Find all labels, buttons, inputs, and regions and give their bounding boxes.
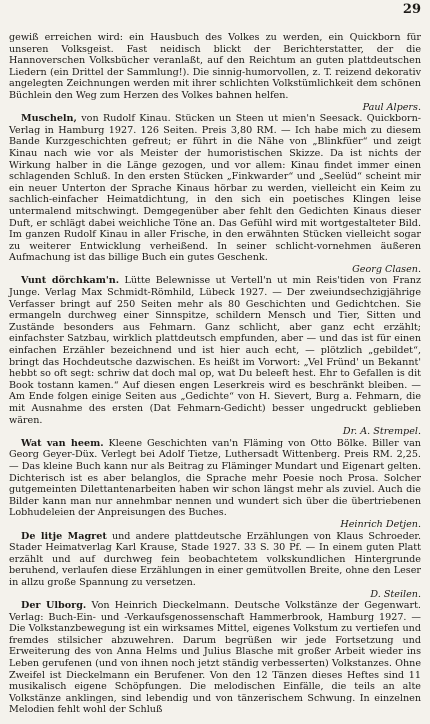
review-entry [9, 531, 421, 601]
review-entry [9, 275, 421, 437]
review-title: Vunt dörchkam'n. [21, 275, 120, 287]
reviewer-signature: Heinrich Detjen. [340, 518, 421, 530]
page-number: 29 [402, 2, 421, 17]
review-title: Muscheln, [21, 113, 77, 125]
reviewer-signature: Paul Alpers. [362, 101, 421, 113]
review-title: Wat van heem. [21, 437, 104, 449]
reviewer-signature: Dr. A. Strempel. [342, 426, 421, 438]
review-body: Kleene Geschichten van'n Fläming von Otto Bölke. Biller van Georg Geyer-Düx. Verlegt bei Adolf Tietze, Luthersadt Wittenberg. Preis RM. 2,25. — Das kleine Buch kann nur als Beitrag zu Fläminger Mundart und Eigenart gelten. Dichterisch ist es aber belanglos, die Sprache mehr Poesie noch Prosa. Solcher gutgemeinten Dilettantenarbeiten haben wir schon längst mehr als zuviel. Auch die Bilder kann man nur annehmbar nennen und wundert sich über die übertriebenen Lobhudeleien der Anpreisungen des Buches. [9, 437, 421, 519]
review-body: Von Heinrich Dieckelmann. Deutsche Volkstänze der Gegenwart. Verlag: Buch-Ein- und -Verkaufsgenossenschaft Hammerbrook, Hamburg 1927. — Die Volkstanzbewegung ist ein wirksames Mittel, eigenes Volkstum zu vertiefen und fremdes stilsicher abzuwehren. Darum begrüßen wir jede Fortsetzung und Erweiterung des von Anna Helms und Julius Blasche mit großer Arbeit wieder ins Leben gerufenen (und von ihnen noch jetzt ständig verbesserten) Volkstanzes. Ohne Zweifel ist Dieckelmann ein Berufener. Von den 12 Tänzen dieses Heftes sind 11 musikalisch eigene Schöpfungen. Die melodischen Einfälle, die teils an alte Volkstänze anklingen, sind lebendig und von tänzerischem Schwung. In einzelnen Melodien fehlt wohl der Schluß [9, 600, 421, 716]
review-body: gewiß erreichen wird: ein Hausbuch des Volkes zu werden, ein Quickborn für unseren Volksgeist. Fast neidisch blickt der Berichterstatter, der die Hannoverschen Volksbücher veranlaßt, auf den Reichtum an guten plattdeutschen Liedern (ein Drittel der Sammlung!). Die sinnig-humorvollen, z. T. reizend dekorativ angelegten Zeichnungen werden mit ihrer schlichten Volkstümlichkeit dem schönen Büchlein den Weg zum Herzen des Volkes bahnen helfen. [9, 32, 421, 101]
review-entry [9, 600, 421, 716]
review-body: und andere plattdeutsche Erzählungen von Klaus Schroeder. Stader Heimatverlag Karl Krause, Stade 1927. 33 S. 30 Pf. — In einem guten Platt erzählt und auf durchweg fein beobachtetem volkskundlichen Hintergrunde beruhend, verlaufen diese Erzählungen in einer gemütvollen Breite, ohne den Leser in allzu große Spannung zu versetzen. [9, 530, 421, 588]
reviewer-signature: D. Steilen. [370, 588, 421, 600]
review-title: De litje Magret [21, 530, 107, 542]
review-continuation [9, 32, 421, 113]
review-title: Der Ulborg. [21, 600, 87, 612]
review-entry [9, 113, 421, 275]
review-body: Lütte Belewnisse ut Vertell'n ut min Reis'tiden von Franz Junge. Verlag Max Schmidt-Römhild, Lübeck 1927. — Der zweiundsechzigjährige Verfasser bringt auf 250 Seiten mehr als 80 Geschichten und Gedichtchen. Sie ermangeln durchweg einer Sinnspitze, schildern Mensch und Tier, Sitten und Zustände besonders aus Fehmarn. Ganz schlicht, aber ganz echt erzählt; einfachster Satzbau, wirklich plattdeutsch empfunden, aber — und das ist für einen einfachen Erzähler bezeichnend und ist hier auch echt, — plötzlich „gebildet“, bringt das Hochdeutsche dazwischen. Es heißt im Vorwort: „Vel Fründ' un Bekannt' hebbt so oft segt: schriw dat doch mal op, wat Du beleeft hest. Ehr to Gefallen is dit Book tostann kamen.“ Auf diesen engen Leserkreis wird es beschränkt bleiben. — Am Ende folgen einige Seiten aus „Gedichte“ von H. Sievert, Burg a. Fehmarn, die mit Ausnahme des ersten (Dat Fehmarn-Gedicht) besser ungedruckt geblieben wären. [9, 275, 421, 426]
review-column [9, 32, 421, 716]
review-entry [9, 438, 421, 531]
reviewer-signature: Georg Clasen. [352, 263, 421, 275]
review-body: von Rudolf Kinau. Stücken un Steen ut mien'n Seesack. Quickborn-Verlag in Hamburg 1927. 126 Seiten. Preis 3,80 RM. — Ich habe mich zu diesem Bande Kurzgeschichten gefreut; er führt in die Nähe von „Blinkfüer“ und zeigt Kinau nach wie vor als Meister der humoristischen Skizze. Da ist nichts der Wirkung halber in die Länge gezogen, und vor allem: Kinau findet immer einen schlagenden Schluß. In den ersten Stücken „Finkwarder“ und „Seelüd“ scheint mir ein neuer Unterton der Sprache Kinaus hörbar zu werden, vielleicht ein Keim zu sachlich-einfacher Heimatdichtung, in den sich ein poetisches Klingen leise untermalend mitschwingt. Demgegenüber aber fehlt den Gedichten Kinaus dieser Duft, er schlägt dabei weichliche Töne an. Das Gefühl wird mit wortgestalteter Bild. Im ganzen Rudolf Kinau in aller Frische, in den erwähnten Stücken vielleicht sogar zu weiterer Entwicklung verheißend. In seiner schlicht-vornehmen äußeren Aufmachung ist das billige Buch ein gutes Geschenk. [9, 113, 421, 264]
